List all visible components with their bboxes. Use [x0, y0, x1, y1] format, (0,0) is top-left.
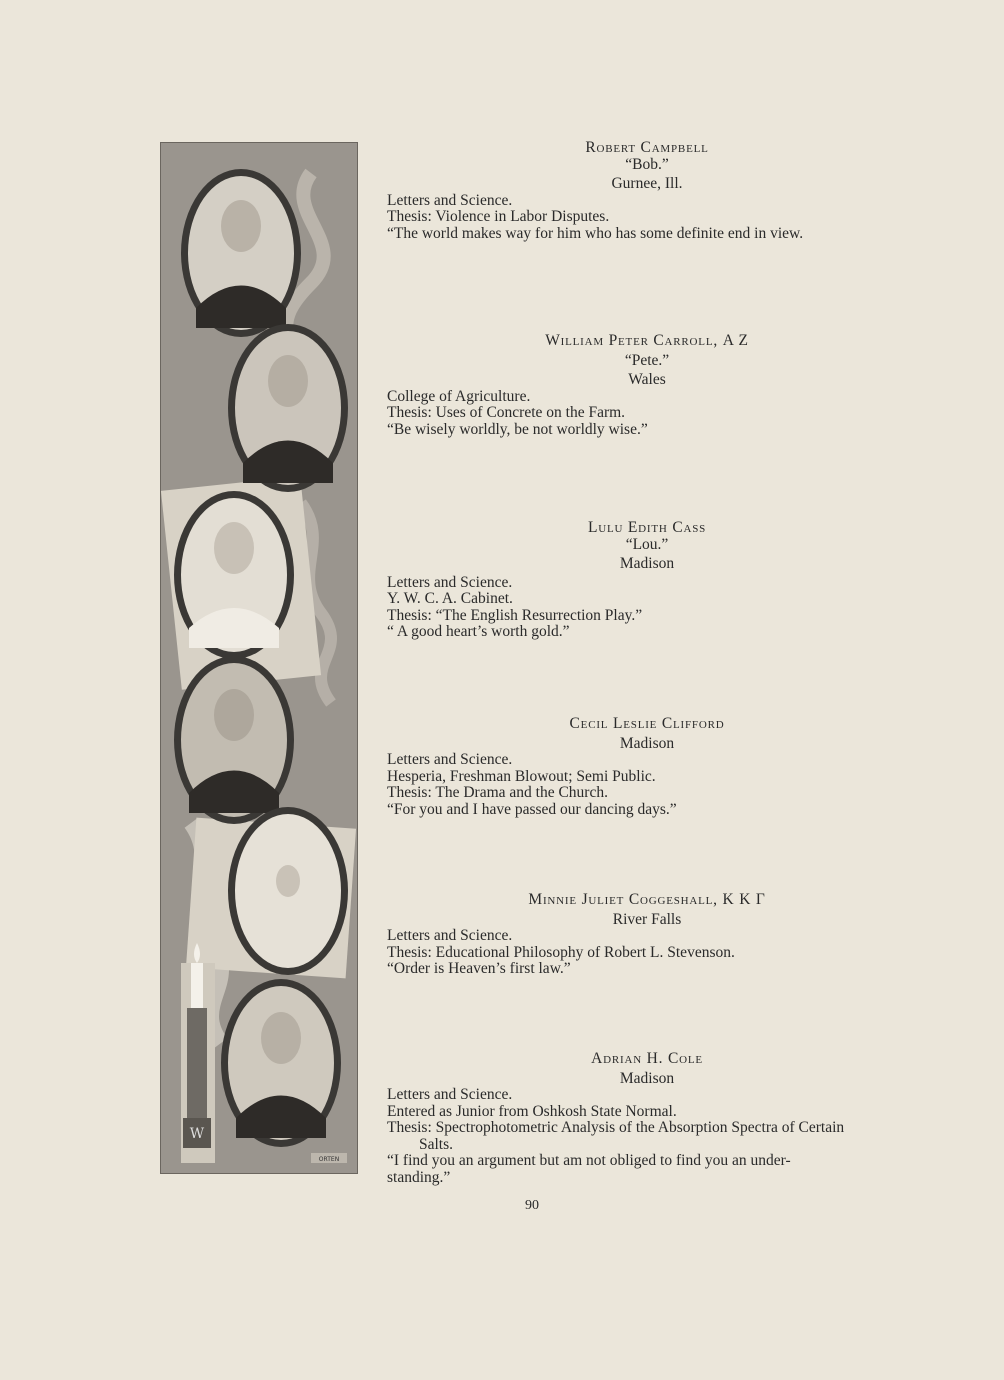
- entry-line: Thesis: The Drama and the Church.: [387, 784, 608, 801]
- entry-hometown: Madison: [619, 555, 675, 572]
- entry-line: Letters and Science.: [387, 751, 513, 768]
- entry-name: William Peter Carroll, Α Ζ: [545, 332, 749, 349]
- photo-strip-stamp: ORTEN: [318, 1156, 340, 1163]
- entry-nickname: “Pete.”: [624, 351, 670, 369]
- entry-line: Thesis: Uses of Concrete on the Farm.: [387, 404, 626, 421]
- entry-line: “Order is Heaven’s first law.”: [387, 960, 571, 977]
- entry-name: Lulu Edith Cass: [587, 519, 707, 536]
- photo-strip-art: [161, 143, 357, 1173]
- portrait-lulu-edith-cass: [174, 491, 294, 659]
- entry-line: “Be wisely worldly, be not worldly wise.”: [387, 420, 648, 438]
- entry-name: Cecil Leslie Clifford: [569, 715, 725, 732]
- entry-line: Letters and Science.: [387, 927, 513, 944]
- entry-line: College of Agriculture.: [387, 387, 531, 405]
- entry-line: “For you and I have passed our dancing days.”: [387, 800, 677, 818]
- portrait-adrian-h-cole: [221, 979, 341, 1147]
- entry-cecil-leslie-clifford: [387, 716, 907, 818]
- entry-hometown: Madison: [619, 1069, 675, 1087]
- page-number: 90: [525, 1198, 539, 1213]
- entry-thesis: Thesis: Spectrophotometric Analysis of the Absorption Spectra of Certain: [387, 1119, 845, 1136]
- entry-nickname: “Lou.”: [625, 535, 669, 553]
- entry-hometown: Gurnee, Ill.: [611, 175, 683, 192]
- entry-line: Y. W. C. A. Cabinet.: [387, 590, 513, 607]
- entry-william-peter-carroll: [387, 333, 907, 438]
- portrait-robert-campbell: [181, 169, 301, 337]
- portrait-william-peter-carroll: [228, 324, 348, 492]
- entry-name: Minnie Juliet Coggeshall, Κ Κ Γ: [528, 891, 766, 908]
- entry-line: Entered as Junior from Oshkosh State Normal.: [387, 1102, 677, 1120]
- entry-hometown: Wales: [628, 371, 666, 388]
- portrait-minnie-juliet-coggeshall: [228, 807, 348, 975]
- entry-line: Letters and Science.: [387, 1086, 513, 1103]
- photo-strip: [160, 142, 358, 1174]
- entry-line: Hesperia, Freshman Blowout; Semi Public.: [387, 767, 656, 785]
- entry-line: Letters and Science.: [387, 191, 513, 209]
- entry-line: “ A good heart’s worth gold.”: [387, 623, 570, 640]
- entry-minnie-juliet-coggeshall: [387, 892, 907, 978]
- entry-robert-campbell: [387, 140, 907, 242]
- entry-line: “The world makes way for him who has some definite end in view.: [387, 224, 804, 242]
- entry-line: Thesis: Educational Philosophy of Robert L. Stevenson.: [387, 943, 735, 961]
- entry-line: Thesis: “The English Resurrection Play.”: [387, 606, 643, 624]
- portrait-cecil-leslie-clifford: [174, 656, 294, 824]
- entry-name: Adrian H. Cole: [591, 1050, 703, 1067]
- entry-adrian-h-cole: [387, 1051, 907, 1186]
- svg-text:W: W: [189, 1126, 205, 1142]
- entry-nickname: “Bob.”: [625, 155, 669, 173]
- entry-hometown: Madison: [619, 734, 675, 752]
- entry-quote-continued: standing.”: [387, 1168, 451, 1186]
- entry-line: Thesis: Violence in Labor Disputes.: [387, 208, 610, 225]
- entry-hometown: River Falls: [612, 910, 682, 928]
- entry-quote: “I find you an argument but am not obliged to find you an under-: [387, 1152, 791, 1169]
- entry-lulu-edith-cass: [387, 520, 907, 641]
- entry-line: Letters and Science.: [387, 573, 513, 591]
- entry-thesis-continued: Salts.: [419, 1135, 454, 1153]
- entry-name: Robert Campbell: [585, 139, 709, 156]
